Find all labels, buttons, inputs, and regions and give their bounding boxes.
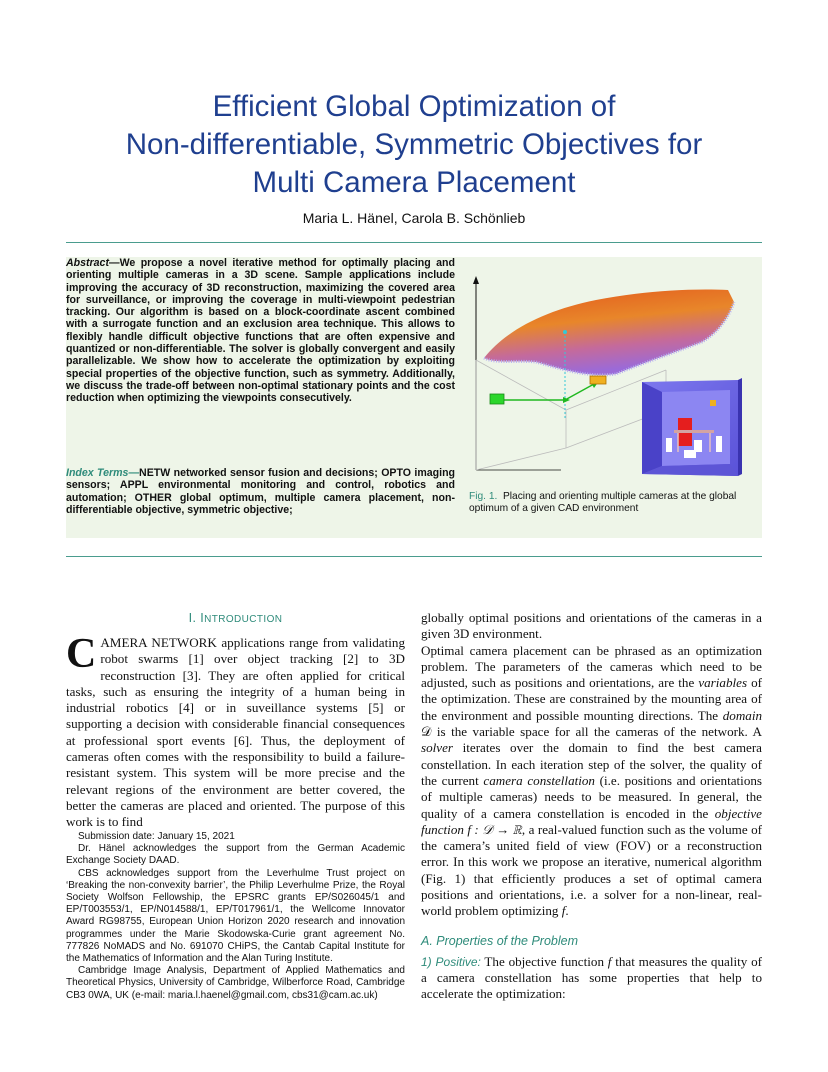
term-variables: variables <box>698 675 748 691</box>
title-line-2: Non-differentiable, Symmetric Objectives for <box>125 128 703 161</box>
room-camera-icon <box>710 400 716 406</box>
footnotes <box>66 831 405 1002</box>
title-line-3: Multi Camera Placement <box>252 166 576 199</box>
symbol-f: f <box>561 903 566 919</box>
subsection-heading: A. Properties of the Problem <box>421 933 579 948</box>
stool <box>684 450 696 458</box>
figure-caption-text: Placing and orienting multiple cameras at the global optimum of a given CAD environment <box>469 491 737 515</box>
section-heading-introduction <box>66 611 405 625</box>
green-camera-icon <box>490 394 504 404</box>
intro-paragraph <box>66 631 405 831</box>
chair <box>716 436 722 452</box>
symbol-objective: f : 𝒟 → ℝ <box>463 821 522 837</box>
room-edge <box>738 378 742 476</box>
abstract-dash: — <box>108 257 120 269</box>
optimum-point <box>563 330 567 334</box>
abstract-label: Abstract <box>66 257 109 269</box>
authors: Maria L. Hänel, Carola B. Schönlieb <box>302 210 526 226</box>
paragraph-lead: 1) Positive: <box>421 954 481 969</box>
index-terms-label: Index Terms <box>66 467 129 479</box>
abstract-text: We propose a novel iterative method for optimally placing and orienting multiple cameras in a 3D scene. Sample applications include improving the accuracy of 3D reconstruction, maximizing the covered area for surveillance, or improving the coverage in multi-viewpoint pedestrian tracking. Our algorithm is based on a block-coordinate ascent combined with a surrogate function and an exclusion area technique. This allows to flexibly handle difficult objective functions that are often expensive and quantized or non-differentiable. The solver is globally convergent and easily parallelizable. We show how to accelerate the optimization by exploiting special properties of the objective function, such as symmetry. Additionally, we discuss the trade-off between non-optimal stationary points and the cost reduction when optimizing the viewpoints consecutively. <box>66 257 455 405</box>
text-run: . <box>565 903 569 919</box>
green-arrow-diag <box>565 384 594 400</box>
symbol-domain: 𝒟 <box>421 724 432 740</box>
text-run: iterates over the domain to find the best camera constellation. In each iteration step of the solver, the quality of the current <box>421 740 762 788</box>
index-terms <box>66 467 455 516</box>
top-divider <box>66 242 762 243</box>
figure-caption <box>469 491 763 516</box>
right-column <box>421 610 762 1003</box>
abstract <box>66 257 455 405</box>
orange-camera-icon <box>590 376 606 384</box>
text-run: , a real-valued function such as the volume of the camera’s united field of view (FOV) or a reconstruction error. In this work we propose an iterative, numerical algorithm (Fig. 1) that efficiently produces a set of optimal camera positions and orientations, i.e. a solver for a non-linear, real-world problem optimizing <box>421 821 762 919</box>
drop-cap: C <box>66 631 97 677</box>
index-terms-dash: — <box>128 467 140 479</box>
left-column <box>66 611 405 831</box>
symbol-f: f <box>607 953 612 969</box>
optimization-paragraph <box>421 643 762 920</box>
intro-first-word: AMERA NETWORK <box>100 635 217 650</box>
footnote-cbs: CBS acknowledges support from the Leverhulme Trust project on ‘Breaking the non-convexity barrier’, the Philip Leverhulme Prize, the Royal Society Wolfson Fellowship, the EPSRC grants EP/S026045/1 and EP/T003553/1, EP/N014588/1, EP/T017961/1, the Wellcome Innovator Award RG98755, European Union Horizon 2020 research and innovation programmes under the Marie Skodowska-Curie grant agreement No. 777826 NoMADS and No. 691070 CHiPS, the Cantab Capital Institute for the Mathematics of Information and the Alan Turing Institute. <box>66 867 405 965</box>
intro-paragraph-text: applications range from validating robot swarms [1] over object tracking [2] to 3D reconstruction [3]. They are often applied for critical tasks, such as ensuring the integrity of a human being in industrial robotics [4] or in suveillance systems [5] or supporting a decision with considerable financial consequences at professional sport events [6]. Thus, the deployment of cameras often comes with the responsibility to build a failure-resistant system. This system will be more precise and the relevant regions of the environment are better covered, the better the cameras are placed and oriented. The purpose of this work is to find <box>66 635 405 830</box>
wireframe-box <box>476 360 666 470</box>
z-axis-arrow-icon <box>473 276 479 284</box>
index-terms-text: NETW networked sensor fusion and decisions; OPTO imaging sensors; APPL environmental monitoring and control, robotics and automation; OTHER global optimum, multiple camera placement, non-differentiable objective, symmetric objective; <box>66 467 456 516</box>
bottom-divider <box>66 556 762 557</box>
room-side-wall <box>642 382 662 474</box>
text-run: (i.e. positions and orientations of multiple cameras) needs to be measured. In general, the quality of a camera constellation is encoded in the <box>421 772 763 821</box>
text-run: that measures the quality of a camera constellation has some properties that help to accelerate the optimization: <box>421 953 762 1002</box>
properties-paragraph <box>421 954 762 1003</box>
paper-title <box>60 88 768 202</box>
term-domain: domain <box>722 707 762 723</box>
text-run: of the optimization. These are constrained by the mounting area of the environment and possible mounting directions. The <box>421 675 762 723</box>
table <box>674 430 714 433</box>
title-line-1: Efficient Global Optimization of <box>212 90 616 123</box>
chair <box>666 438 672 452</box>
text-run: is the variable space for all the cameras of the network. A <box>431 724 762 740</box>
term-solver: solver <box>421 740 453 756</box>
term-camera-constellation: camera constellation <box>483 772 595 788</box>
text-run: The objective function <box>480 953 608 969</box>
footnote-daad: Dr. Hänel acknowledges the support from the German Academic Exchange Society DAAD. <box>66 843 405 867</box>
footnote-affiliation: Cambridge Image Analysis, Department of Applied Mathematics and Theoretical Physics, University of Cambridge, Wilberforce Road, Cambridge CB3 0WA, UK (e-mail: maria.l.haenel@gmail.com, cbs31@cam.ac.uk) <box>66 965 405 1001</box>
term-objective-function: objective function <box>421 805 762 837</box>
section-numeral: I. <box>188 611 197 625</box>
section-head-first: I <box>200 611 205 625</box>
figure-label: Fig. 1. <box>469 491 498 502</box>
footnote-submission: Submission date: January 15, 2021 <box>78 831 235 842</box>
figure-camera-placement <box>466 270 758 480</box>
intro-paragraph-continued: globally optimal positions and orientations of the cameras in a given 3D environment. <box>421 610 762 642</box>
section-head-rest: NTRODUCTION <box>204 614 283 625</box>
text-run: Optimal camera placement can be phrased as an optimization problem. The parameters of the cameras which need to be adjusted, such as positions and orientations, are the <box>421 642 762 691</box>
